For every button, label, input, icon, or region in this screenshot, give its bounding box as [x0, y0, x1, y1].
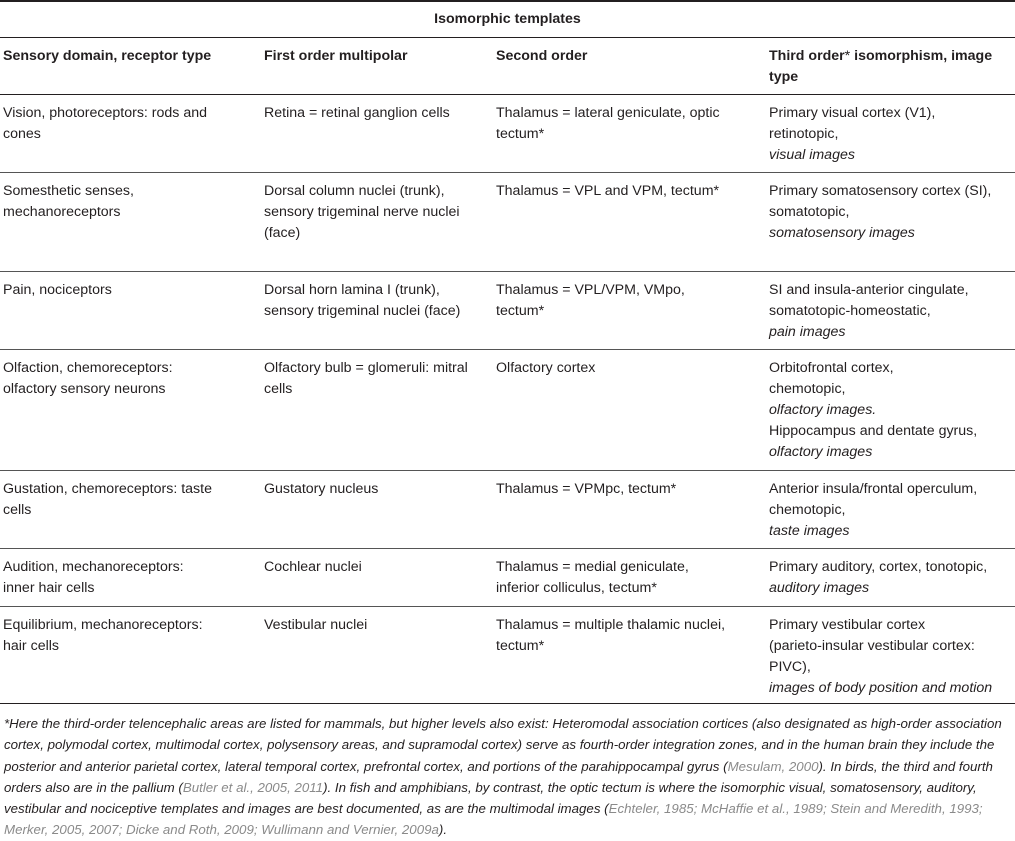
third-order-line: Anterior insula/frontal operculum, [769, 481, 978, 497]
header-rule [0, 94, 1015, 95]
row-second-order: Thalamus = VPL and VPM, tectum* [496, 183, 720, 199]
row-separator [0, 271, 1015, 272]
third-order-line: retinotopic, [769, 126, 839, 142]
row-third-order [769, 358, 1015, 463]
row-third-order [769, 280, 1015, 343]
third-order-line: images of body position and motion [769, 680, 993, 696]
table-footnote [4, 713, 1012, 841]
footnote-citation[interactable]: Mesulam, 2000 [727, 758, 819, 774]
third-order-line: somatotopic-homeostatic, [769, 303, 931, 319]
third-order-line: somatotopic, [769, 204, 850, 220]
header-third-order-suffix: isomorphism, image type [769, 48, 993, 85]
row-second-order: Thalamus = medial geniculate, inferior colliculus, tectum* [496, 559, 689, 596]
row-first-order: Cochlear nuclei [264, 559, 362, 575]
third-order-line: Hippocampus and dentate gyrus, [769, 423, 978, 439]
row-sensory-domain: Pain, nociceptors [3, 282, 112, 298]
header-third-order-label: Third order [769, 48, 845, 64]
row-first-order: Vestibular nuclei [264, 617, 368, 633]
third-order-line: chemotopic, [769, 381, 846, 397]
footnote-text: ). [438, 822, 448, 838]
row-third-order [769, 615, 1015, 699]
third-order-line: somatosensory images [769, 225, 915, 241]
third-order-line: Primary somatosensory cortex (SI), [769, 183, 992, 199]
top-rule [0, 0, 1015, 2]
third-order-line: auditory images [769, 580, 870, 596]
row-second-order: Thalamus = lateral geniculate, optic tectum* [496, 105, 720, 142]
third-order-line: (parieto-insular vestibular cortex: [769, 638, 975, 654]
row-first-order: Retina = retinal ganglion cells [264, 105, 450, 121]
row-first-order: Gustatory nucleus [264, 481, 379, 497]
row-third-order [769, 181, 1015, 244]
row-third-order [769, 479, 1015, 542]
row-separator [0, 606, 1015, 607]
title-rule [0, 37, 1015, 38]
header-second-order: Second order [496, 48, 588, 64]
third-order-line: PIVC), [769, 659, 811, 675]
row-third-order [769, 557, 1015, 599]
row-first-order: Dorsal horn lamina I (trunk), sensory trigeminal nuclei (face) [264, 282, 461, 319]
row-second-order: Thalamus = multiple thalamic nuclei, tectum* [496, 617, 726, 654]
row-second-order: Thalamus = VPMpc, tectum* [496, 481, 677, 497]
footnote-text: *Here the third-order telencephalic areas are listed for mammals, but higher levels also exist: Heteromodal association cortices (also designated as high-order association cortex, polymodal cortex, multimodal cortex, polysensory areas, and supramodal cortex) serve as fourth-order integration zones, and in the human brain they include the posterior and anterior parietal cortex, lateral temporal cortex, prefrontal cortex, and portions of the parahippocampal gyrus ( [4, 716, 1002, 774]
third-order-line: olfactory images. [769, 402, 877, 418]
row-sensory-domain: Audition, mechanoreceptors: inner hair cells [3, 559, 184, 596]
row-sensory-domain: Vision, photoreceptors: rods and cones [3, 105, 208, 142]
header-third-order [769, 46, 1015, 88]
row-third-order [769, 103, 1015, 166]
row-separator [0, 349, 1015, 350]
third-order-line: Primary vestibular cortex [769, 617, 926, 633]
third-order-line: visual images [769, 147, 855, 163]
row-separator [0, 172, 1015, 173]
bottom-rule [0, 703, 1015, 704]
third-order-line: taste images [769, 523, 850, 539]
third-order-line: pain images [769, 324, 846, 340]
third-order-line: olfactory images [769, 444, 873, 460]
row-sensory-domain: Equilibrium, mechanoreceptors: hair cells [3, 617, 203, 654]
table-title: Isomorphic templates [434, 11, 581, 27]
row-sensory-domain: Olfaction, chemoreceptors: olfactory sensory neurons [3, 360, 173, 397]
third-order-line: chemotopic, [769, 502, 846, 518]
third-order-line: Primary auditory, cortex, tonotopic, [769, 559, 988, 575]
row-first-order: Dorsal column nuclei (trunk), sensory trigeminal nerve nuclei (face) [264, 183, 460, 241]
row-first-order: Olfactory bulb = glomeruli: mitral cells [264, 360, 468, 397]
third-order-line: Primary visual cortex (V1), [769, 105, 936, 121]
header-sensory-domain: Sensory domain, receptor type [3, 48, 212, 64]
footnote-citation[interactable]: Echteler, 1985; McHaffie et al., 1989; Stein and Meredith, 1993; Merker, 2005, 2007; Dicke and Roth, 2009; Wullimann and Vernier, 2009a [4, 801, 983, 838]
row-separator [0, 548, 1015, 549]
footnote-citation[interactable]: Butler et al., 2005, 2011 [182, 779, 324, 795]
row-second-order: Thalamus = VPL/VPM, VMpo, tectum* [496, 282, 685, 319]
third-order-line: Orbitofrontal cortex, [769, 360, 894, 376]
row-second-order: Olfactory cortex [496, 360, 596, 376]
footnote-text: ). In birds, the third and fourth orders also are in the pallium ( [4, 758, 993, 795]
third-order-line: SI and insula-anterior cingulate, [769, 282, 969, 298]
header-first-order: First order multipolar [264, 48, 408, 64]
row-sensory-domain: Somesthetic senses, mechanoreceptors [3, 183, 134, 220]
header-third-order-star: * [844, 48, 851, 64]
row-separator [0, 470, 1015, 471]
footnote-text: ). In fish and amphibians, by contrast, the optic tectum is where the isomorphic visual, somatosensory, auditory, vestibular and nociceptive templates and images are best documented, as are the multimodal images ( [4, 779, 977, 817]
row-sensory-domain: Gustation, chemoreceptors: taste cells [3, 481, 212, 518]
